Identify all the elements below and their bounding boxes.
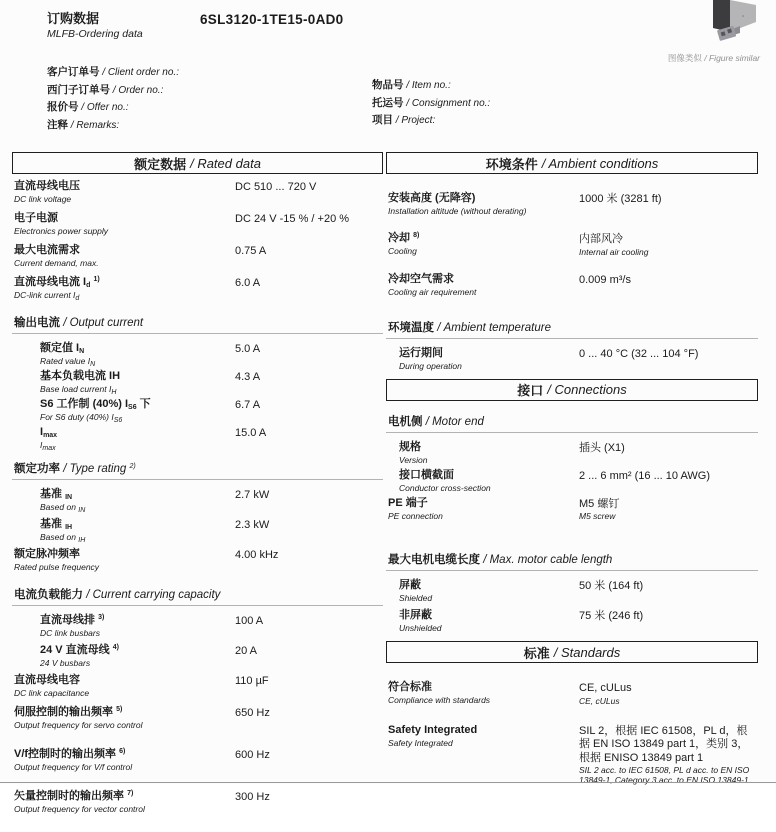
spec-value: 0.75 A: [235, 245, 267, 257]
order-field: 物品号 / Item no.:: [372, 79, 451, 91]
spec-label: 最大电流需求 Current demand, max.: [14, 244, 99, 268]
spec-row: [12, 342, 383, 366]
spec-label: $I_{max}$ $I_{max}$: [40, 426, 58, 452]
order-field: 报价号 / Offer no.:: [47, 101, 129, 113]
spec-value: 15.0 A: [235, 427, 267, 439]
section-header: 额定数据 / Rated data: [12, 152, 383, 174]
figure-caption-en: / Figure similar: [701, 53, 760, 63]
spec-label: 直流母线电流 $I_d$ $^{1)}$ DC-link current $I_d$: [14, 276, 100, 302]
subsection-header: 电机侧 / Motor end: [386, 413, 758, 433]
spec-columns: [12, 152, 758, 832]
spec-row: [386, 609, 758, 633]
spec-row: [386, 724, 758, 786]
page-bottom-rule: [0, 782, 776, 783]
section-header: 接口 / Connections: [386, 379, 758, 401]
spec-value: 2.7 kW: [235, 489, 270, 501]
spec-value: 0.009 m³/s: [579, 273, 631, 286]
spec-value: 4.00 kHz: [235, 549, 279, 561]
spec-value-en: M5 screw: [579, 511, 616, 521]
spec-value: 2 ... 6 mm² (16 ... 10 AWG): [579, 469, 711, 482]
spec-label: 屏蔽 Shielded: [399, 579, 433, 603]
spec-row: [386, 681, 758, 706]
subsection-header: 电流负载能力 / Current carrying capacity: [12, 586, 383, 606]
spec-value: 75 米 (246 ft): [579, 610, 644, 622]
spec-row: [386, 469, 758, 493]
spec-label: S6 工作制 (40%) $I_{S6}$ 下 For S6 duty (40%) $I_{S6}$: [40, 398, 151, 424]
rated-data-column: [12, 152, 383, 832]
spec-value: 2.3 kW: [235, 519, 270, 531]
spec-row: [12, 244, 383, 268]
spec-label: 接口横截面 Conductor cross-section: [399, 468, 491, 493]
spec-label: PE 端子 PE connection: [388, 496, 443, 521]
spec-row: [12, 790, 383, 814]
page-title: 订购数据: [47, 11, 100, 26]
spec-row: [12, 674, 383, 698]
spec-label: 基准 $_{IH}$ Based on $_{IH}$: [40, 518, 86, 544]
spec-value: 0 ... 40 °C (32 ... 104 °F): [579, 347, 699, 360]
spec-label: 24 V 直流母线 $^{4)}$ 24 V busbars: [40, 644, 119, 668]
spec-value: 650 Hz: [235, 707, 270, 719]
subsection-header: 额定功率 / Type rating $^{2)}$: [12, 460, 383, 480]
subsection-header: 输出电流 / Output current: [12, 314, 383, 334]
spec-value-en: SIL 2 acc. to IEC 61508, PL d acc. to EN ISO 13849-1, Category 3 acc. to EN ISO 13849-1: [579, 765, 750, 785]
section-header: 标准 / Standards: [386, 641, 758, 663]
order-field: 西门子订单号 / Order no.:: [47, 83, 164, 96]
spec-label: 伺服控制的输出频率 $^{5)}$ Output frequency for servo control: [14, 706, 143, 730]
spec-row: [12, 518, 383, 542]
spec-row: [12, 748, 383, 772]
spec-value: 4.3 A: [235, 371, 261, 383]
spec-value: 20 A: [235, 645, 258, 657]
spec-row: [12, 370, 383, 394]
spec-label: 电子电源 Electronics power supply: [14, 212, 109, 236]
order-fields-left: [47, 64, 179, 134]
spec-value: 5.0 A: [235, 343, 261, 355]
spec-value: M5 螺钉 M5 screw: [579, 497, 758, 522]
spec-label: 基本负载电流 IH Base load current $I_H$: [40, 370, 121, 396]
spec-value: CE, cULus CE, cULus: [579, 681, 758, 706]
order-field: 项目 / Project:: [372, 114, 436, 126]
spec-label: 非屏蔽 Unshielded: [399, 609, 442, 633]
spec-label: 直流母线排 $^{3)}$ DC link busbars: [40, 614, 105, 638]
spec-label: 冷却空气需求 Cooling air requirement: [388, 272, 477, 297]
page-subtitle: MLFB-Ordering data: [47, 28, 143, 40]
spec-value: 插头 (X1): [579, 441, 625, 454]
spec-label: 矢量控制时的输出频率 $^{7)}$ Output frequency for vector control: [14, 790, 145, 814]
order-field: 托运号 / Consignment no.:: [372, 96, 491, 109]
spec-row: [12, 548, 383, 572]
spec-value: 300 Hz: [235, 791, 270, 803]
motor-module-illustration: [710, 0, 758, 46]
spec-label: 冷却 $^{8)}$ Cooling: [388, 232, 420, 256]
spec-row: [12, 276, 383, 300]
spec-value: 6.0 A: [235, 277, 261, 289]
spec-row: [12, 614, 383, 638]
spec-label: 基准 $_{IN}$ Based on $_{IN}$: [40, 488, 86, 514]
spec-value: SIL 2，根据 IEC 61508，PL d，根据 EN ISO 13849 part 1，类别 3，根据 ENISO 13849 part 1 SIL 2 acc. to IEC 61508, PL d acc. to EN ISO 13849-1, Category 3 acc. to EN ISO 13849-1: [579, 724, 758, 786]
spec-label: V/f控制时的输出频率 $^{6)}$ Output frequency for V/f control: [14, 748, 133, 772]
spec-label: 运行期间 During operation: [399, 346, 462, 371]
part-number: 6SL3120-1TE15-0AD0: [200, 12, 344, 27]
spec-row: [12, 426, 383, 450]
order-field: 客户订单号 / Client order no.:: [47, 66, 179, 78]
spec-label: Safety Integrated Safety Integrated: [388, 723, 478, 748]
spec-row: [12, 180, 383, 204]
spec-row: [386, 192, 758, 216]
conditions-column: [386, 152, 758, 832]
figure-caption: 图像类似 / Figure similar: [667, 53, 760, 63]
spec-value: 6.7 A: [235, 399, 261, 411]
spec-row: [12, 706, 383, 730]
spec-row: [386, 232, 758, 257]
spec-value-en: Internal air cooling: [579, 246, 649, 257]
spec-value-en: CE, cULus: [579, 695, 620, 706]
product-image: [710, 0, 758, 46]
subsection-header: 最大电机电缆长度 / Max. motor cable length: [386, 551, 758, 571]
spec-label: 符合标准 Compliance with standards: [388, 681, 491, 705]
spec-value: 内部风冷 Internal air cooling: [579, 232, 758, 257]
order-fields-right: [372, 77, 490, 130]
spec-row: [386, 441, 758, 465]
spec-value: 100 A: [235, 615, 264, 627]
spec-value: 1000 米 (3281 ft): [579, 193, 662, 205]
spec-row: [12, 212, 383, 236]
spec-value: 50 米 (164 ft): [579, 580, 644, 592]
spec-value: 110 µF: [235, 675, 269, 687]
spec-row: [386, 579, 758, 603]
spec-value: 600 Hz: [235, 749, 270, 761]
spec-row: [12, 398, 383, 422]
spec-value: DC 510 ... 720 V: [235, 181, 317, 193]
spec-label: 直流母线电容 DC link capacitance: [14, 674, 90, 698]
spec-row: [386, 497, 758, 522]
spec-label: 额定脉冲频率 Rated pulse frequency: [14, 548, 100, 572]
spec-row: [12, 488, 383, 512]
section-header: 环境条件 / Ambient conditions: [386, 152, 758, 174]
order-field: 注释 / Remarks:: [47, 118, 120, 131]
spec-label: 直流母线电压 DC link voltage: [14, 180, 80, 204]
spec-value: DC 24 V -15 % / +20 %: [235, 213, 350, 225]
subsection-header: 环境温度 / Ambient temperature: [386, 319, 758, 339]
spec-label: 安装高度 (无降容) Installation altitude (without derating): [388, 192, 527, 216]
spec-label: 额定值 $I_N$ Rated value $I_N$: [40, 342, 96, 368]
spec-row: [386, 347, 758, 371]
title-block: [47, 8, 143, 40]
spec-row: [12, 644, 383, 668]
spec-row: [386, 273, 758, 297]
spec-label: 规格 Version: [399, 440, 428, 465]
